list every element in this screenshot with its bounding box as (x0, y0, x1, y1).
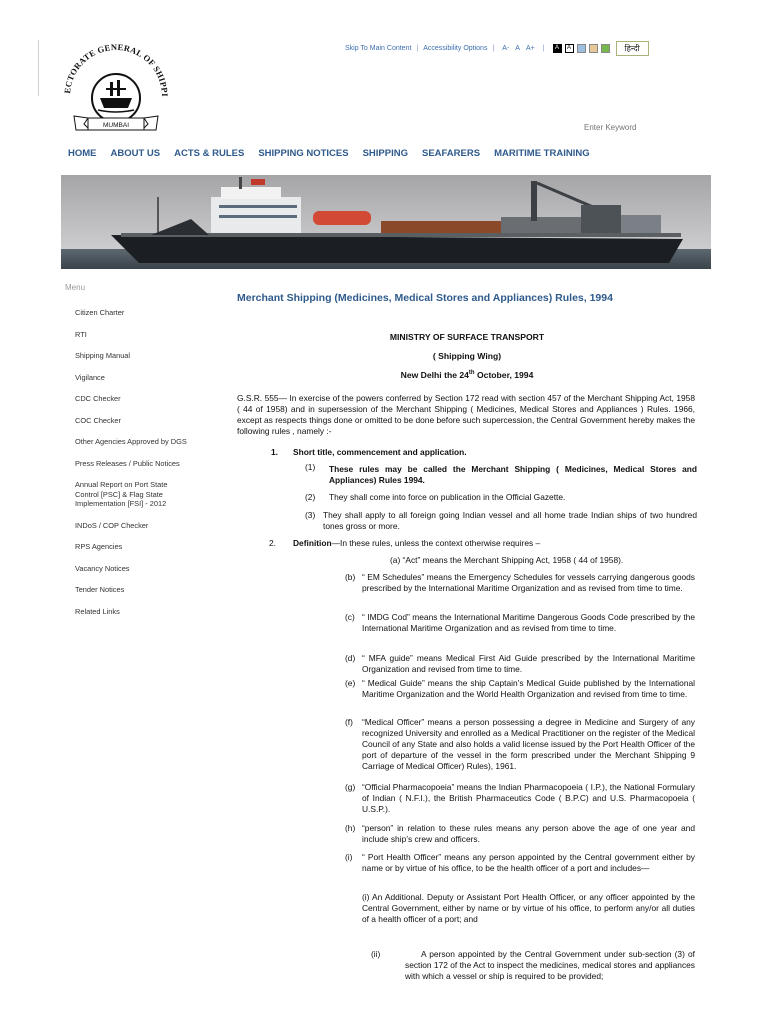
sidebar-item-vacancy-notices[interactable]: Vacancy Notices (75, 563, 130, 573)
rule-1-1-number: (1) (305, 462, 316, 472)
dgs-logo[interactable] (56, 40, 174, 140)
definition-g-text: “Official Pharmacopoeia” means the Indian Pharmacopoeia ( I.P.), the National Formulary of Indian ( N.F.I.), the British Pharmaceutics Code ( B.P.C) and U.S. Pharmacopoeia ( U.S.P.). (362, 782, 695, 814)
main-navigation (68, 148, 604, 159)
section-2-number: 2. (269, 538, 276, 548)
definition-c-text: “ IMDG Cod” means the International Maritime Dangerous Goods Code prescribed by the International Maritime Organization and as revised from time to time. (362, 612, 695, 633)
nav-shipping-notices[interactable]: SHIPPING NOTICES (258, 148, 349, 159)
nav-home[interactable]: HOME (68, 148, 97, 159)
date-heading (237, 370, 697, 380)
ministry-heading: MINISTRY OF SURFACE TRANSPORT (389, 332, 545, 342)
sidebar-item-press-releases[interactable]: Press Releases / Public Notices (75, 458, 180, 468)
definition-i-marker: (i) (345, 852, 353, 862)
definition-d-marker: (d) (345, 653, 356, 663)
rule-1-1-text: These rules may be called the Merchant Shipping ( Medicines, Medical Stores and Appliances) Rules 1994. (329, 464, 697, 485)
definition-b-marker: (b) (345, 572, 356, 582)
nav-acts-rules[interactable]: ACTS & RULES (174, 148, 245, 159)
skip-to-main-link[interactable]: Skip To Main Content (345, 44, 412, 52)
definition-h-text: “person” in relation to these rules means any person above the age of one year and include ship’s crew and officers. (362, 823, 695, 844)
theme-green-button[interactable] (601, 44, 610, 53)
utility-separator: | (542, 44, 545, 52)
normal-contrast-button[interactable]: A (565, 44, 574, 53)
hindi-language-button[interactable]: हिन्दी (616, 41, 649, 56)
definition-f-text: “Medical Officer” means a person possessing a degree in Medicine and Surgery of any recognized University and enrolled as a Medical Practitioner on the register of the Medical Council of any State and also holds a valid license issued by the Port Health Officer of the port of departure of the vessel in the form prescribed under the Merchant Shipping 9 Carriage of Medical Officer) Rules), 1961. (362, 717, 695, 771)
utility-separator: | (492, 44, 495, 52)
definition-f-marker: (f) (345, 717, 353, 727)
dgs-emblem-icon (56, 40, 174, 140)
nav-maritime-training[interactable]: MARITIME TRAINING (494, 148, 590, 159)
banner-image (61, 175, 711, 269)
definition-g-marker: (g) (345, 782, 356, 792)
date-suffix: th (468, 370, 475, 377)
sidebar-item-other-agencies[interactable]: Other Agencies Approved by DGS (75, 437, 187, 446)
accessibility-options-link[interactable]: Accessibility Options (423, 44, 488, 52)
sidebar-menu-title: Menu (65, 283, 86, 292)
preamble-paragraph: G.S.R. 555— In exercise of the powers conferred by Section 172 read with section 457 of the Merchant Shipping Act, 1958 ( 44 of 1958) and in supersession of the Merchant Shipping ( Medicines, Medical Stores and Appliances ) Rules. 1966, except as respects things done or omitted to be done before such supercession, the Central Government hereby makes the following rules , namely :- (237, 393, 695, 436)
sidebar-item-rti[interactable]: RTI (75, 329, 87, 339)
sidebar-item-tender-notices[interactable]: Tender Notices (75, 585, 125, 594)
section-1-title: Short title, commencement and application. (293, 447, 467, 457)
sidebar-item-cdc-checker[interactable]: CDC Checker (75, 394, 121, 403)
font-size-decrease-button[interactable]: A- (502, 44, 510, 52)
nav-seafarers[interactable]: SEAFARERS (422, 148, 481, 159)
sidebar-item-coc-checker[interactable]: COC Checker (75, 415, 121, 425)
nav-about-us[interactable]: ABOUT US (110, 148, 161, 159)
section-2-intro: —In these rules, unless the context otherwise requires – (331, 538, 541, 548)
sidebar-item-indos-cop-checker[interactable]: INDoS / COP Checker (75, 520, 149, 530)
page-edge-line (38, 40, 39, 96)
sidebar-item-vigilance[interactable]: Vigilance (75, 372, 105, 382)
definition-c-marker: (c) (345, 612, 355, 622)
rule-1-2-text: They shall come into force on publication in the Official Gazette. (329, 492, 566, 502)
definition-i-sub-1: (i) An Additional. Deputy or Assistant Port Health Officer, or any officer appointed by the Central Government, either by name or by virtue of his office, to perform any/or all duties of a health officer of a port; and (362, 892, 695, 924)
theme-tan-button[interactable] (589, 44, 598, 53)
wing-heading: ( Shipping Wing) (432, 351, 502, 361)
utility-bar (345, 41, 649, 55)
rule-1-2-number: (2) (305, 492, 316, 502)
date-month-year: October, 1994 (474, 370, 534, 380)
definition-b-text: “ EM Schedules” means the Emergency Schedules for vessels carrying dangerous goods prescribed by the International Maritime Organization and as revised from time to time. (362, 572, 695, 593)
font-size-normal-button[interactable]: A (515, 44, 520, 52)
section-2-title: Definition (293, 538, 332, 548)
date-text: New Delhi the 24 (400, 370, 469, 380)
definition-i-sub-2-text: A person appointed by the Central Government under sub-section (3) of section 172 of the Act to inspect the medicines, medical stores and appliances with which a vessel or ship is required to be provided; (405, 949, 695, 981)
definition-a: (a) “Act” means the Merchant Shipping Act, 1958 ( 44 of 1958). (390, 555, 624, 565)
nav-shipping[interactable]: SHIPPING (362, 148, 408, 159)
ship-banner-illustration (61, 175, 711, 269)
definition-e-marker: (e) (345, 678, 356, 688)
sidebar-item-rps-agencies[interactable]: RPS Agencies (75, 542, 123, 551)
definition-i-text: “ Port Health Officer” means any person appointed by the Central government either by name or by virtue of his office, to be the health officer of a port and includes— (362, 852, 695, 873)
definition-i-sub-2-marker: (ii) (371, 949, 381, 959)
sidebar-item-related-links[interactable]: Related Links (75, 606, 120, 616)
sidebar-item-annual-report[interactable]: Annual Report on Port State Control [PSC] & Flag State Implementation [FSI] - 2012 (75, 480, 168, 508)
main-content (237, 292, 697, 981)
logo-arc-text: ECTORATE GENERAL OF SHIPPI (62, 41, 171, 97)
sidebar-item-shipping-manual[interactable]: Shipping Manual (75, 351, 131, 360)
rule-1-3-text: They shall apply to all foreign going Indian vessel and all home trade Indian ships of two hundred tones gross or more. (323, 510, 697, 531)
page-title: Merchant Shipping (Medicines, Medical Stores and Appliances) Rules, 1994 (237, 292, 613, 304)
logo-ribbon-text: MUMBAI (103, 122, 129, 129)
font-size-increase-button[interactable]: A+ (525, 44, 535, 52)
definition-h-marker: (h) (345, 823, 356, 833)
high-contrast-button[interactable]: A (553, 44, 562, 53)
search-input[interactable] (572, 120, 684, 134)
rule-1-3-number: (3) (305, 510, 316, 520)
sidebar-item-citizen-charter[interactable]: Citizen Charter (75, 308, 125, 317)
theme-blue-button[interactable] (577, 44, 586, 53)
section-2-heading (293, 538, 540, 549)
section-1-number: 1. (271, 447, 278, 457)
definition-e-text: “ Medical Guide” means the ship Captain’s Medical Guide published by the International Maritime Organization and the World Health Organization and revised from time to time. (362, 678, 695, 699)
utility-separator: | (416, 44, 419, 52)
definition-d-text: “ MFA guide” means Medical First Aid Guide prescribed by the International Maritime Organization and revised from time to time. (362, 653, 695, 674)
sidebar (75, 308, 205, 628)
